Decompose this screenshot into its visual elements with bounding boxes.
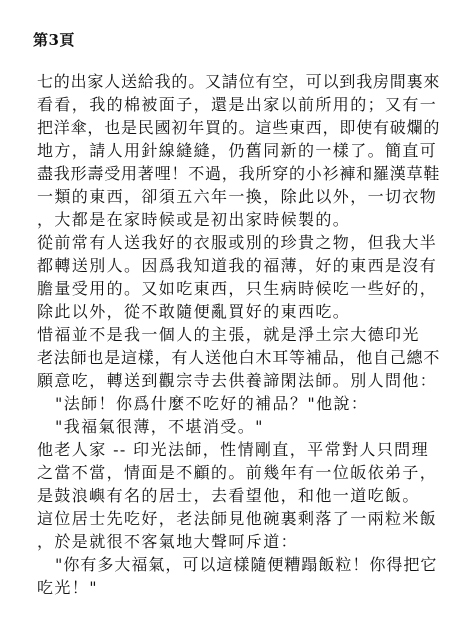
text-line: 之當不當，情面是不顧的。前幾年有一位皈依弟子， [37, 463, 438, 482]
text-line: ，於是就很不客氣地大聲呵斥道： [37, 532, 299, 551]
text-line: 願意吃，轉送到觀宗寺去供養諦閑法師。別人問他： [37, 371, 438, 390]
text-line: 把洋傘，也是民國初年買的。這些東西，即使有破爛的 [37, 118, 441, 137]
text-line: 這位居士先吃好，老法師見他碗裏剩落了一兩粒米飯 [37, 509, 438, 528]
text-line: 膽量受用的。又如吃東西，只生病時候吃一些好的， [37, 279, 438, 298]
text-line: 地方，請人用針線縫縫，仍舊同新的一樣了。簡直可 [37, 141, 438, 160]
text-line: 吃光！" [37, 578, 98, 597]
text-line: 惜福並不是我一個人的主張，就是淨土宗大德印光 [37, 325, 420, 344]
text-line: "法師！你爲什麼不吃好的補品？"他說： [55, 394, 369, 413]
text-line: 除此以外，從不敢隨便亂買好的東西吃。 [37, 302, 351, 321]
text-line: 是鼓浪嶼有名的居士，去看望他，和他一道吃飯。 [37, 486, 420, 505]
text-line: 一類的東西，卻須五六年一換，除此以外，一切衣物 [37, 187, 438, 206]
text-line: 七的出家人送給我的。又請位有空，可以到我房間裏來 [37, 72, 441, 91]
text-line: 從前常有人送我好的衣服或別的珍貴之物，但我大半 [37, 233, 438, 252]
text-line: "你有多大福氣，可以這樣隨便糟蹋飯粒！你得把它 [55, 555, 438, 574]
text-line: 他老人家 -- 印光法師，性情剛直，平常對人只問理 [37, 440, 429, 459]
text-line: 都轉送別人。因爲我知道我的福薄，好的東西是沒有 [37, 256, 438, 275]
text-line: 盡我形壽受用著哩！不過，我所穿的小衫褲和羅漢草鞋 [37, 164, 441, 183]
text-line: "我福氣很薄，不堪消受。" [55, 417, 264, 436]
text-line: 老法師也是這樣，有人送他白木耳等補品，他自己總不 [37, 348, 441, 367]
text-line: ，大都是在家時候或是初出家時候製的。 [37, 210, 351, 229]
text-line: 看看，我的棉被面子，還是出家以前所用的；又有一 [37, 95, 438, 114]
page-number-label: 第3頁 [33, 31, 75, 49]
